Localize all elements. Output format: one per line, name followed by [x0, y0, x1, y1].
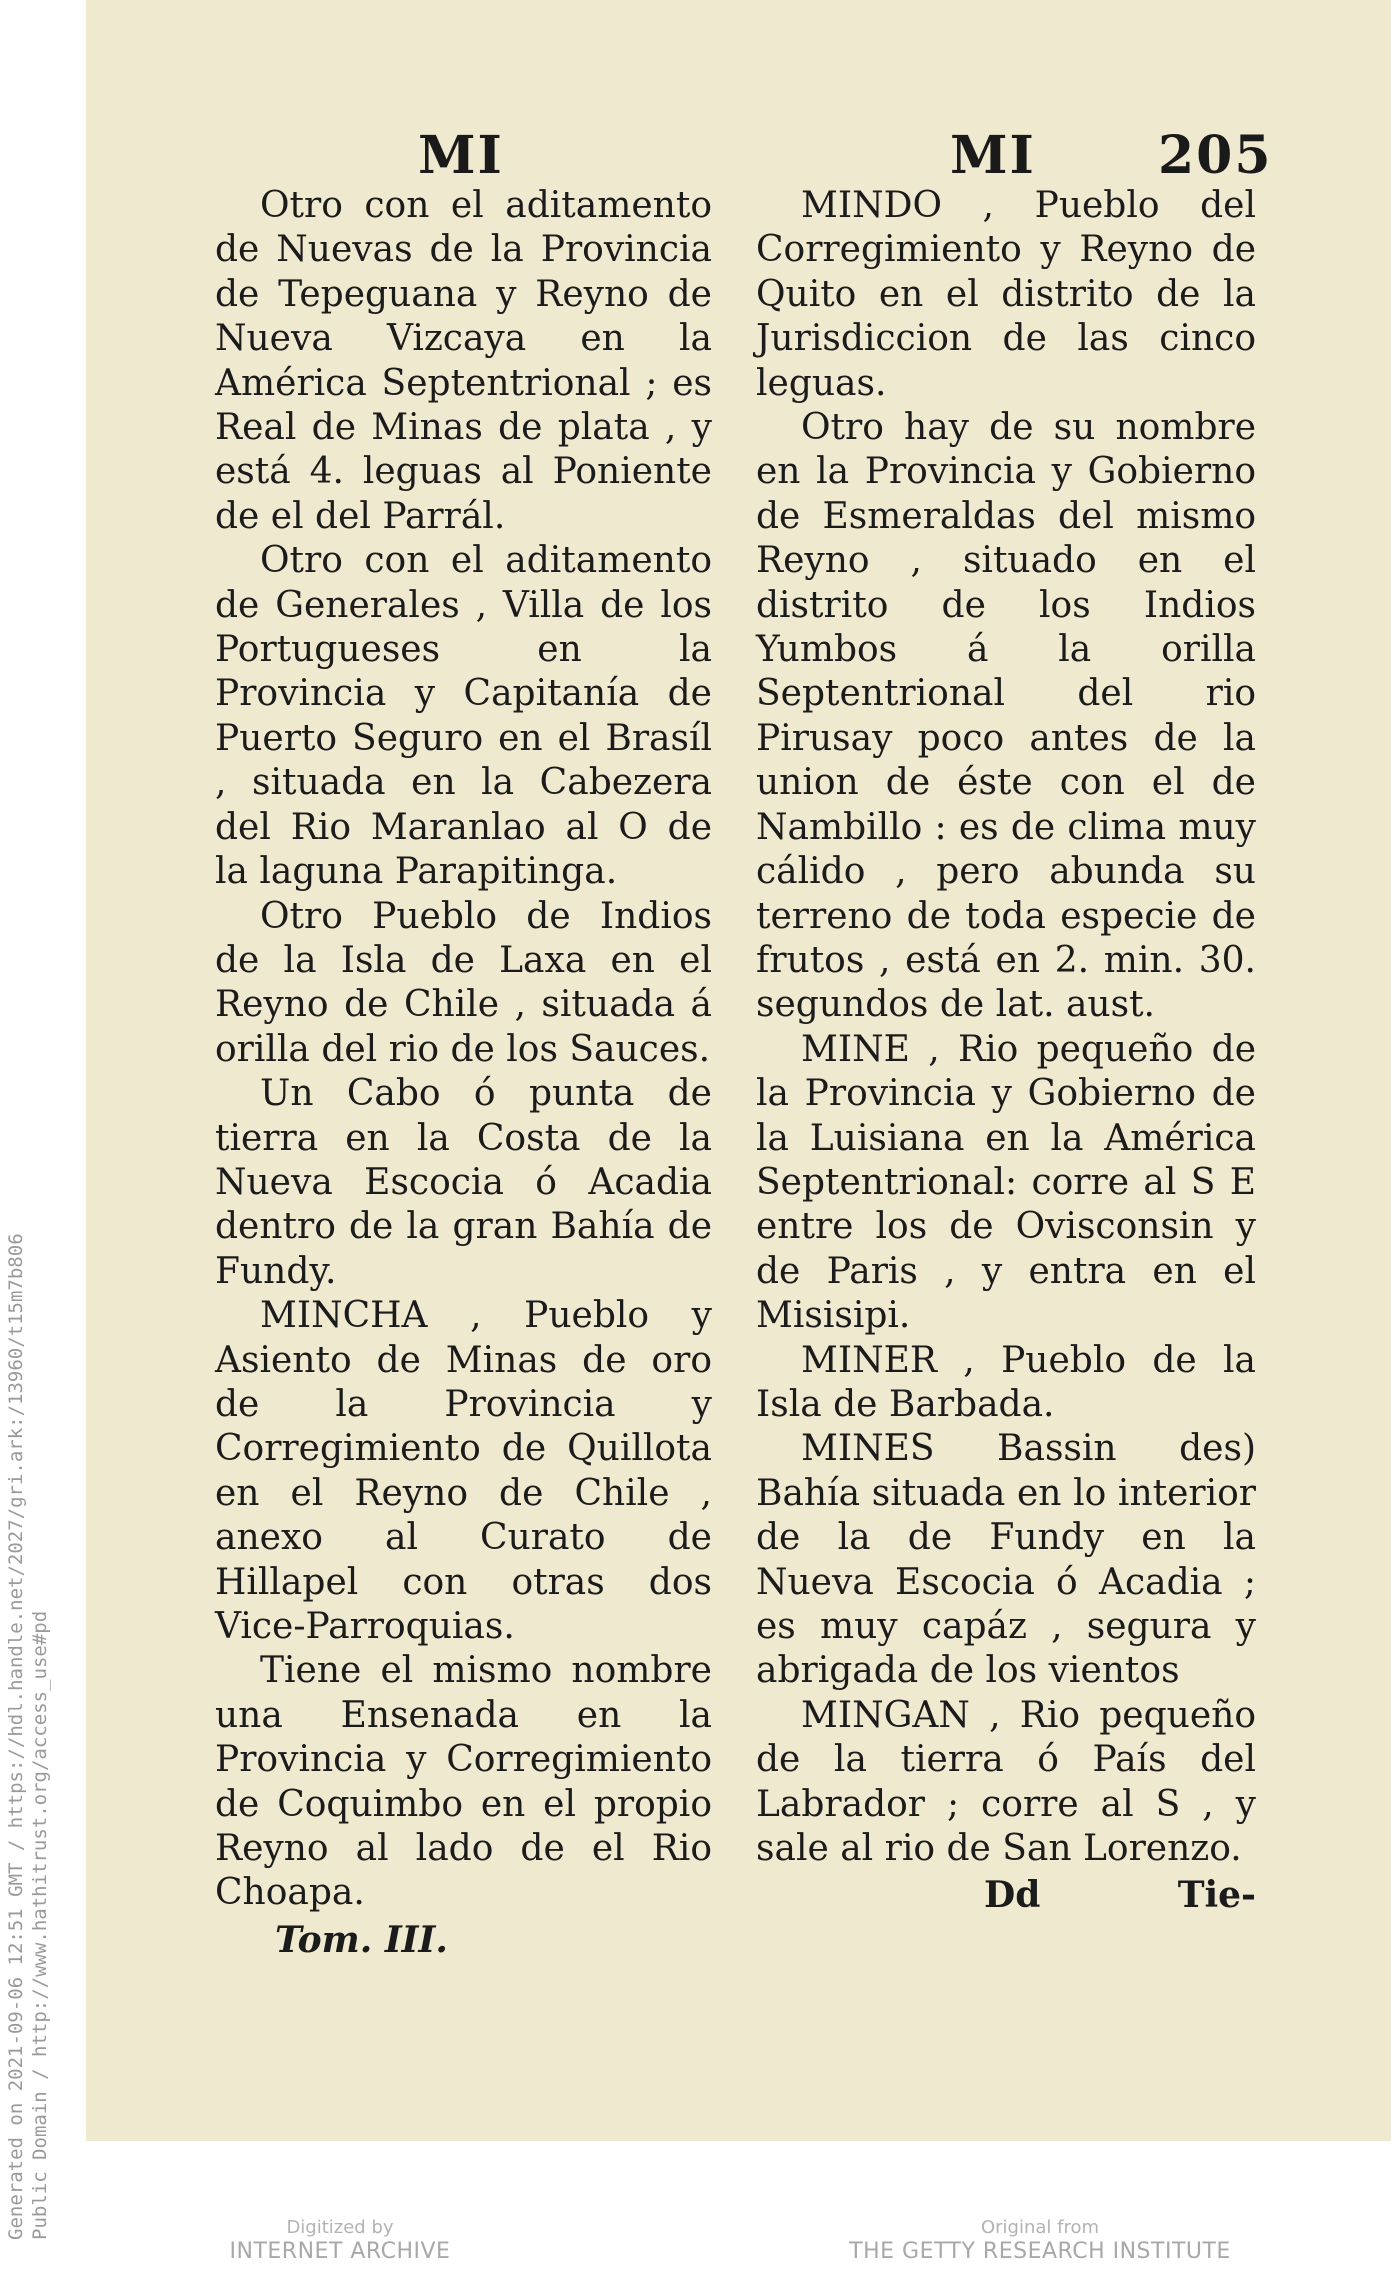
running-head-left: MI — [418, 125, 504, 186]
signature-mark: Tom. III. — [275, 1918, 448, 1961]
credit-small-right: Original from — [980, 2217, 1100, 2238]
book-page — [86, 0, 1391, 2141]
side-note-line-generated: Generated on 2021-09-06 12:51 GMT / https://hdl.handle.net/2027/gri.ark:/13960/t15m7b806 — [5, 1233, 27, 2240]
left-column — [215, 184, 712, 1968]
entry-paragraph: MINE , Rio pequeño de la Provincia y Gobierno de la Luisiana en la América Septentrional: corre al S E entre los de Ovisconsin y de Paris , y entra en el Misisipi. — [756, 1028, 1256, 1337]
page-number: 205 — [1158, 125, 1273, 186]
entry-paragraph: MINCHA , Pueblo y Asiento de Minas de oro de la Provincia y Corregimiento de Quillota en el Reyno de Chile , anexo al Curato de Hillapel con otras dos Vice-Parroquias. — [215, 1295, 712, 1647]
entry-paragraph: Tiene el mismo nombre una Ensenada en la Provincia y Corregimiento de Coquimbo en el propio Reyno al lado de el Rio Choapa. — [215, 1650, 712, 1914]
entry-paragraph: Un Cabo ó punta de tierra en la Costa de la Nueva Escocia ó Acadia dentro de la gran Bahía de Fundy. — [215, 1073, 712, 1292]
left-footer — [215, 1918, 712, 1968]
right-footer — [756, 1873, 1256, 1923]
credit-big-left: INTERNET ARCHIVE — [229, 2239, 451, 2264]
credit-big-right: THE GETTY RESEARCH INSTITUTE — [849, 2239, 1231, 2264]
digitized-by-credit — [160, 2216, 520, 2264]
entry-paragraph: Otro con el aditamento de Generales , Villa de los Portugueses en la Provincia y Capitanía de Puerto Seguro en el Brasíl , situada en la Cabezera del Rio Maranlao al O de la laguna Parapitinga. — [215, 540, 712, 893]
side-note-line-rights: Public Domain / http://www.hathitrust.org/access_use#pd — [29, 1610, 51, 2240]
entry-paragraph: MINES Bassin des) Bahía situada en lo interior de la de Fundy en la Nueva Escocia ó Acadia ; es muy capáz , segura y abrigada de los vientos — [756, 1428, 1256, 1692]
credit-small-left: Digitized by — [286, 2217, 394, 2238]
entry-paragraph: Otro hay de su nombre en la Provincia y Gobierno de Esmeraldas del mismo Reyno , situado en el distrito de los Indios Yumbos á la orilla Septentrional del rio Pirusay poco antes de la union de éste con el de Nambillo : es de clima muy cálido , pero abunda su terreno de toda especie de frutos , está en 2. min. 30. segundos de lat. aust. — [756, 407, 1256, 1026]
entry-paragraph: MINDO , Pueblo del Corregimiento y Reyno de Quito en el distrito de la Jurisdiccion de las cinco leguas. — [756, 185, 1256, 404]
side-note — [4, 1140, 52, 2240]
entry-paragraph: MINGAN , Rio pequeño de la tierra ó País del Labrador ; corre al S , y sale al rio de San Lorenzo. — [756, 1694, 1256, 1870]
catchword: Tie- — [1177, 1874, 1256, 1917]
running-head-right: MI — [950, 125, 1036, 186]
entry-paragraph: MINER , Pueblo de la Isla de Barbada. — [756, 1339, 1256, 1425]
entry-paragraph: Otro con el aditamento de Nuevas de la Provincia de Tepeguana y Reyno de Nueva Vizcaya en la América Septentrional ; es Real de Minas de plata , y está 4. leguas al Poniente de el del Parrál. — [215, 185, 712, 537]
right-column — [756, 184, 1256, 1923]
entry-paragraph: Otro Pueblo de Indios de la Isla de Laxa en el Reyno de Chile , situada á orilla del rio de los Sauces. — [215, 895, 712, 1070]
gathering-mark: Dd — [984, 1874, 1041, 1917]
original-from-credit — [800, 2216, 1280, 2264]
